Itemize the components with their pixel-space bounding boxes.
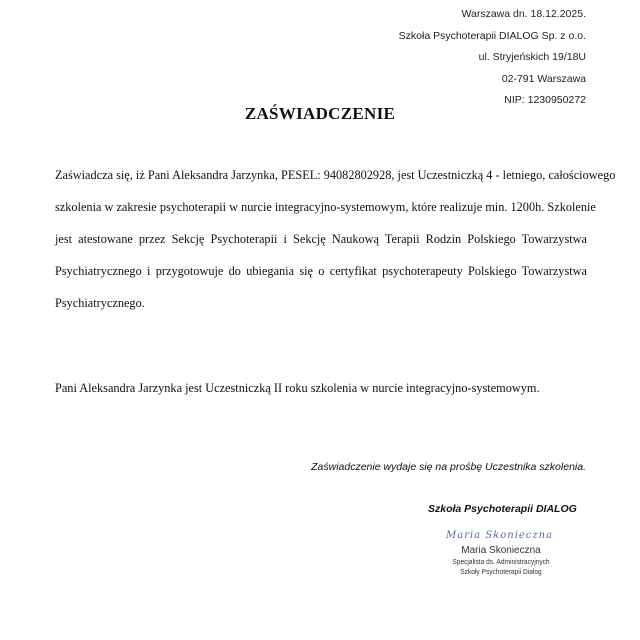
- paragraph-line: Zaświadcza się, iż Pani Aleksandra Jarzynka, PESEL: 94082802928, jest Uczestniczką 4 - letniego, całościowego: [55, 168, 616, 182]
- issued-note: Zaświadczenie wydaje się na prośbę Uczestnika szkolenia.: [311, 461, 586, 473]
- school-signature-label: Szkoła Psychoterapii DIALOG: [428, 503, 577, 515]
- postal-city: 02-791 Warszawa: [501, 72, 586, 85]
- stamp-role: Specjalista ds. Administracyjnych: [452, 557, 550, 566]
- nip: NIP: 1230950272: [504, 94, 586, 106]
- certificate-paragraph: [55, 167, 616, 327]
- year-paragraph: [55, 380, 587, 412]
- date-line: Warszawa dn. 18.12.2025.: [461, 8, 586, 20]
- stamp-name: Maria Skonieczna: [461, 545, 541, 556]
- paragraph-line: Psychiatrycznego.: [55, 296, 145, 310]
- paragraph-line: Psychiatrycznego i przygotowuje do ubiegania się o certyfikat psychoterapeuty Polskiego Towarzystwa: [55, 264, 587, 278]
- stamp: [440, 545, 562, 577]
- stamp-org: Szkoły Psychoterapii Dialog: [460, 567, 542, 576]
- paragraph-line: jest atestowane przez Sekcję Psychoterapii i Sekcję Naukową Terapii Rodzin Polskiego Towarzystwa: [55, 232, 587, 246]
- sender-header: [399, 4, 586, 112]
- street-address: ul. Stryjeńskich 19/18U: [478, 51, 586, 63]
- paragraph-line: szkolenia w zakresie psychoterapii w nurcie integracyjno-systemowym, które realizuje min. 1200h. Szkolenie: [55, 200, 596, 214]
- handwritten-signature: Maria Skonieczna: [446, 530, 554, 541]
- document-title: ZAŚWIADCZENIE: [244, 104, 396, 123]
- paragraph-line: Pani Aleksandra Jarzynka jest Uczestniczką II roku szkolenia w nurcie integracyjno-systemowym.: [55, 381, 540, 395]
- company-name: Szkoła Psychoterapii DIALOG Sp. z o.o.: [398, 29, 586, 42]
